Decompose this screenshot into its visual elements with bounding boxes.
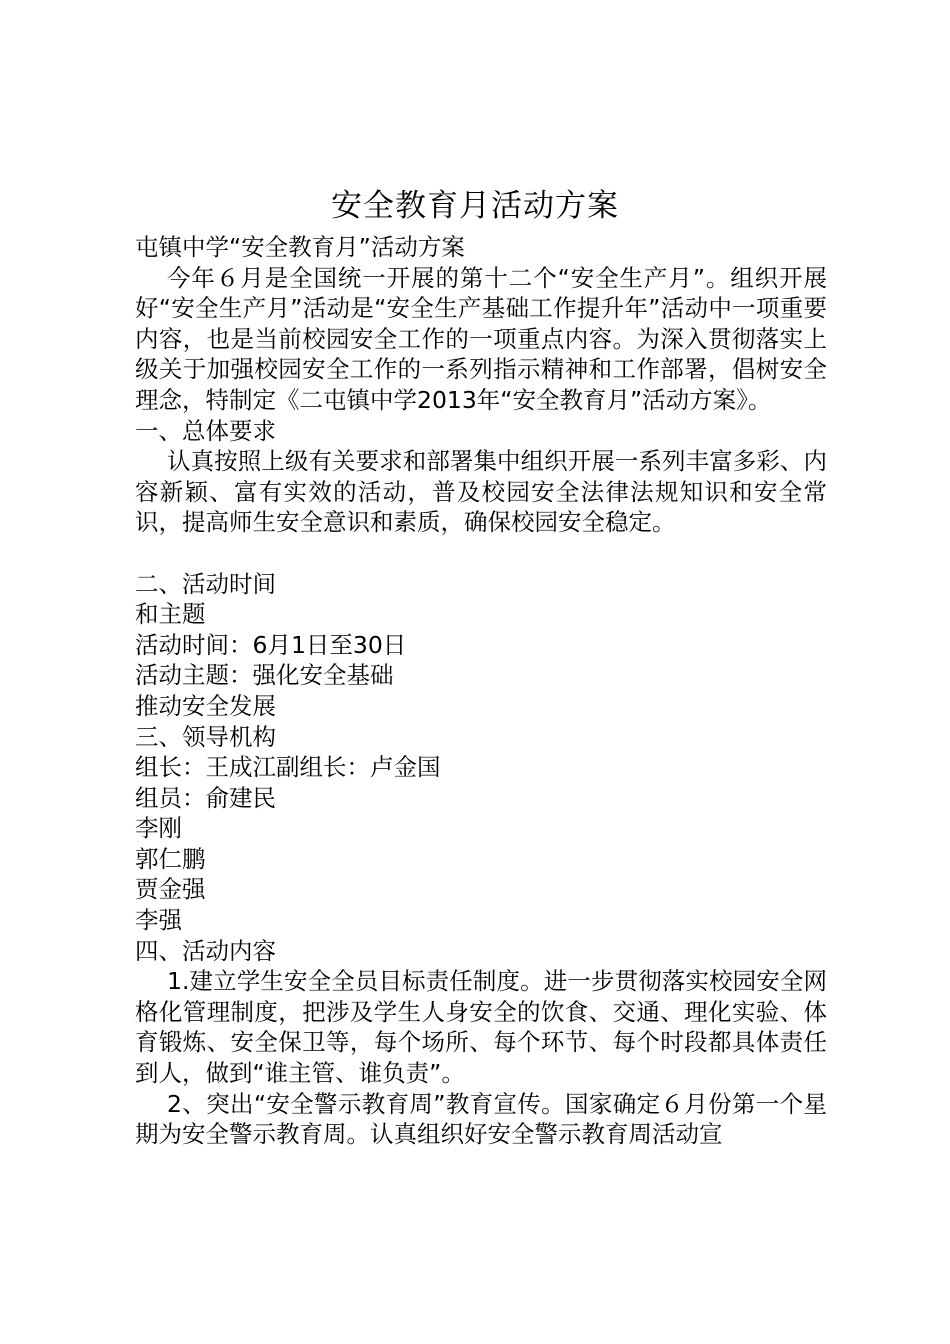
- activity-time-line: 活动时间：6月1日至30日: [135, 630, 407, 659]
- leaders-line: 组长：王成江副组长：卢金国: [135, 753, 441, 782]
- section-heading-leadership: 三、领导机构: [135, 722, 276, 751]
- subtitle: 屯镇中学“安全教育月”活动方案: [135, 233, 465, 261]
- paragraph-spacer: [135, 538, 827, 569]
- member-name: 李刚: [135, 814, 182, 843]
- member-name: 李强: [135, 906, 182, 935]
- section-heading-activity-content: 四、活动内容: [135, 936, 276, 965]
- document-body: [135, 232, 827, 1150]
- activity-item-1: 1.建立学生安全全员目标责任制度。进一步贯彻落实校园安全网格化管理制度，把涉及学生人身安全的饮食、交通、理化实验、体育锻炼、安全保卫等，每个场所、每个环节、每个时段都具体责任到人，做到“谁主管、谁负责”。: [135, 967, 827, 1088]
- document-title: 安全教育月活动方案: [331, 188, 619, 224]
- member-name: 贾金强: [135, 875, 206, 904]
- section-heading-general-requirements: 一、总体要求: [135, 416, 276, 445]
- activity-theme-cont-line: 推动安全发展: [135, 691, 276, 720]
- section-heading-activity-time: 二、活动时间: [135, 569, 276, 598]
- intro-paragraph: 今年６月是全国统一开展的第十二个“安全生产月”。组织开展好“安全生产月”活动是“安全生产基础工作提升年”活动中一项重要内容，也是当前校园安全工作的一项重点内容。为深入贯彻落实上级关于加强校园安全工作的一系列指示精神和工作部署，倡树安全理念，特制定《二屯镇中学2013年“安全教育月”活动方案》。: [135, 263, 827, 414]
- activity-item-2: 2、突出“安全警示教育周”教育宣传。国家确定６月份第一个星期为安全警示教育周。认真组织好安全警示教育周活动宣: [135, 1089, 827, 1149]
- activity-theme-line: 活动主题：强化安全基础: [135, 661, 394, 690]
- members-label-line: 组员：俞建民: [135, 783, 276, 812]
- general-requirements-paragraph: 认真按照上级有关要求和部署集中组织开展一系列丰富多彩、内容新颖、富有实效的活动，普及校园安全法律法规知识和安全常识，提高师生安全意识和素质，确保校园安全稳定。: [135, 447, 827, 537]
- member-name: 郭仁鹏: [135, 844, 206, 873]
- section-heading-activity-time-cont: 和主题: [135, 600, 206, 629]
